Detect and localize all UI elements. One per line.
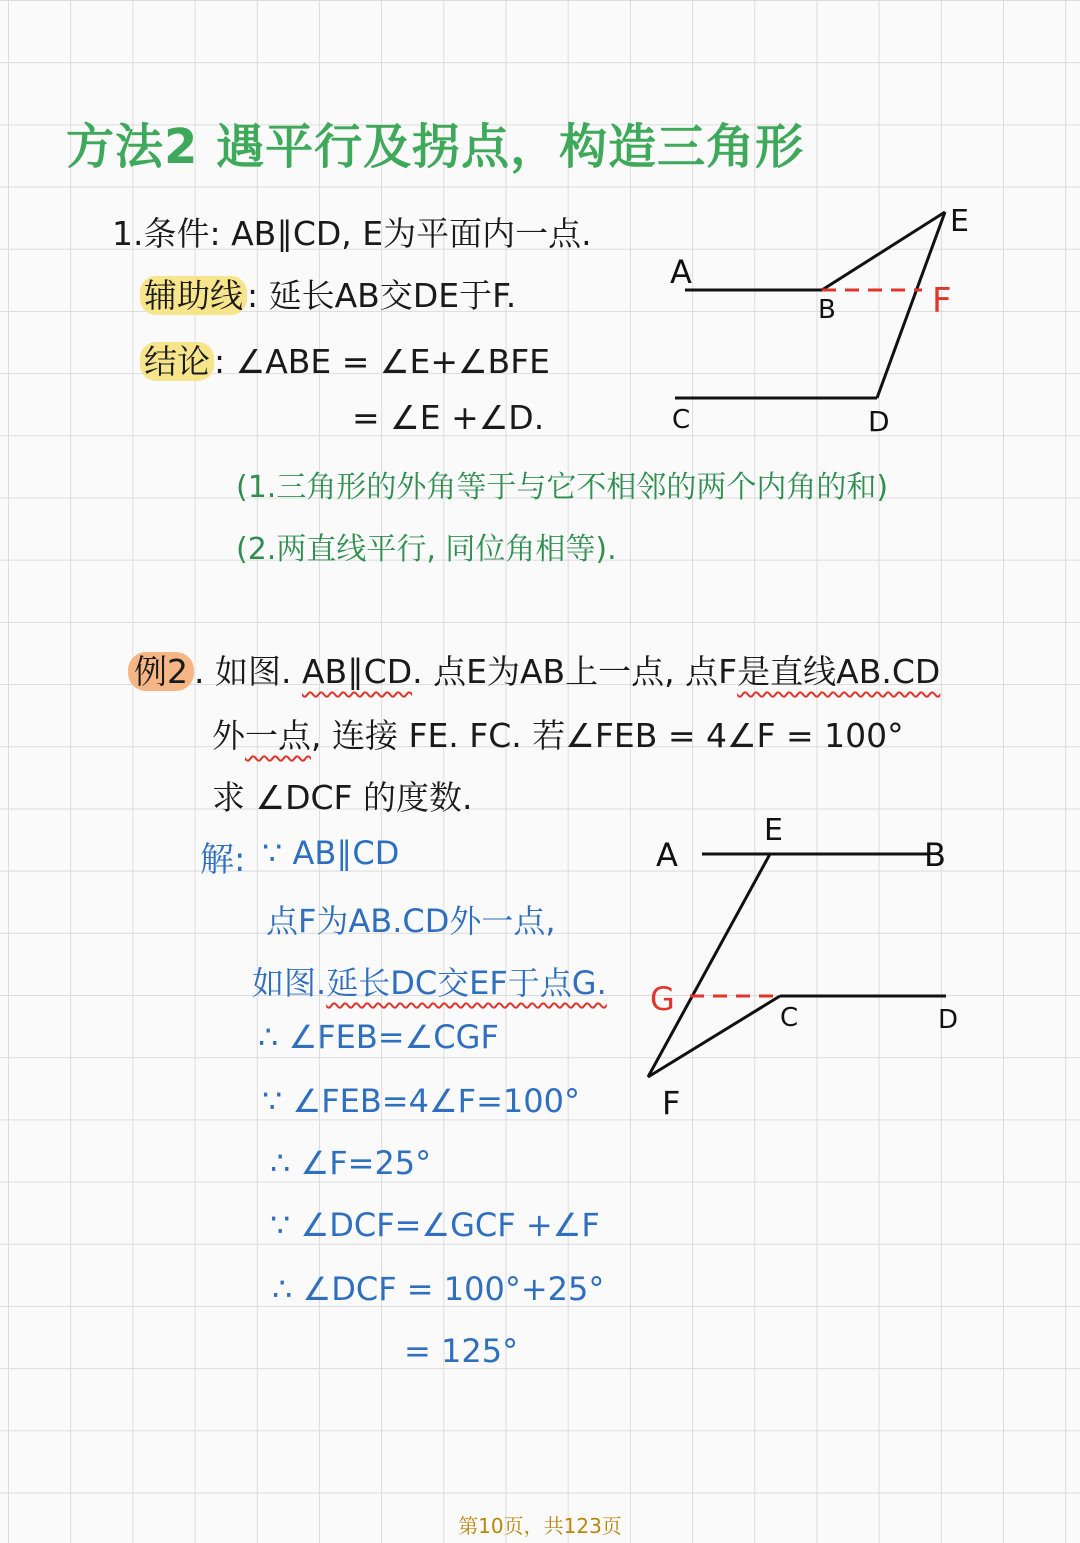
figure-2-diagram bbox=[640, 810, 980, 1130]
example-line1-prefix: . 如图. bbox=[194, 652, 302, 691]
solution-line3-prefix: 如图. bbox=[252, 964, 327, 1002]
label-a-2: A bbox=[656, 836, 678, 874]
label-b: B bbox=[818, 295, 836, 325]
condition-text: : AB∥CD, E为平面内一点. bbox=[209, 214, 592, 253]
conclusion-line1: : ∠ABE = ∠E+∠BFE bbox=[214, 342, 551, 381]
conclusion-label: 结论 bbox=[140, 342, 214, 381]
solution-line-1: ∵ AB∥CD bbox=[262, 834, 400, 872]
solution-line3-wavy: 延长DC交EF于点G. bbox=[326, 964, 607, 1002]
aux-line-row bbox=[140, 270, 516, 317]
segment-be bbox=[822, 212, 945, 290]
example-line-1 bbox=[128, 646, 940, 693]
condition-label: 1.条件 bbox=[112, 214, 210, 253]
label-d-2: D bbox=[938, 1005, 959, 1035]
conclusion-line2: = ∠E +∠D. bbox=[352, 398, 545, 437]
example-line2-rest: , 连接 FE. FC. 若∠FEB = 4∠F = 100° bbox=[311, 716, 904, 755]
solution-line-6: ∴ ∠F=25° bbox=[270, 1144, 432, 1182]
solution-line-9: = 125° bbox=[404, 1332, 519, 1370]
page-title: 方法2 遇平行及拐点，构造三角形 bbox=[66, 119, 805, 175]
example-line-3: 求 ∠DCF 的度数. bbox=[212, 778, 473, 817]
note-1: (1.三角形的外角等于与它不相邻的两个内角的和) bbox=[236, 470, 889, 505]
example-line1-wavy-1: AB∥CD bbox=[301, 652, 413, 691]
label-a: A bbox=[670, 253, 692, 291]
label-c-2: C bbox=[780, 1003, 799, 1033]
label-f: F bbox=[932, 281, 952, 321]
label-g: G bbox=[650, 980, 675, 1018]
page-footer: 第10页，共123页 bbox=[458, 1514, 622, 1538]
solution-line-8: ∴ ∠DCF = 100°+25° bbox=[272, 1270, 605, 1308]
solution-line-7: ∵ ∠DCF=∠GCF +∠F bbox=[270, 1206, 600, 1244]
conclusion-row bbox=[140, 336, 550, 383]
label-e-2: E bbox=[764, 813, 783, 848]
solution-line-5: ∵ ∠FEB=4∠F=100° bbox=[262, 1082, 580, 1120]
example-line1-mid: . 点E为AB上一点, 点F bbox=[412, 652, 738, 691]
example-label: 例2 bbox=[128, 652, 194, 691]
solution-line-2: 点F为AB.CD外一点, bbox=[266, 902, 556, 940]
note-2: (2.两直线平行, 同位角相等). bbox=[236, 532, 617, 567]
solution-line-4: ∴ ∠FEB=∠CGF bbox=[258, 1018, 499, 1056]
label-b-2: B bbox=[924, 836, 946, 874]
figure-1-diagram bbox=[660, 195, 980, 445]
aux-label: 辅助线 bbox=[140, 276, 247, 315]
label-f-2: F bbox=[662, 1084, 681, 1122]
solution-line-3 bbox=[252, 958, 607, 1004]
label-d: D bbox=[868, 405, 890, 438]
example-line-2 bbox=[212, 710, 904, 757]
label-c: C bbox=[672, 405, 691, 435]
condition-line bbox=[112, 208, 592, 255]
example-line2-wavy: 一点 bbox=[245, 716, 311, 755]
segment-ef bbox=[648, 854, 770, 1077]
solution-label: 解: bbox=[200, 840, 246, 880]
example-line1-wavy-2: 是直线AB.CD bbox=[737, 652, 941, 691]
aux-text: : 延长AB交DE于F. bbox=[247, 276, 517, 315]
label-e: E bbox=[950, 204, 969, 239]
example-line2-prefix: 外 bbox=[212, 716, 245, 755]
